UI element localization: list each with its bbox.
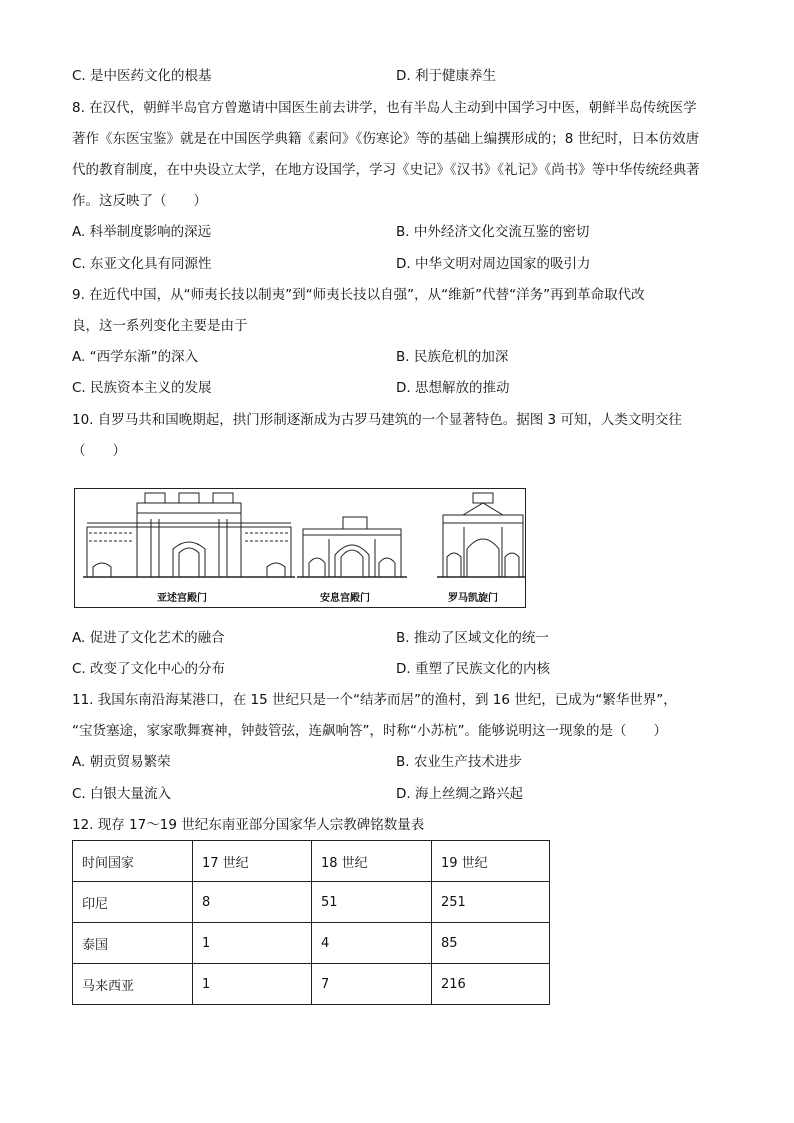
q8-option-d: D. 中华文明对周边国家的吸引力	[396, 256, 591, 272]
q7-option-d: D. 利于健康养生	[396, 68, 496, 84]
table-header-cell: 17 世纪	[193, 841, 312, 882]
q8-option-a: A. 科举制度影响的深远	[72, 224, 212, 240]
q8-option-c: C. 东亚文化具有同源性	[72, 256, 212, 272]
q9-stem-line-1: 9. 在近代中国，从“师夷长技以制夷”到“师夷长技以自强”，从“维新”代替“洋务”再到革命取代改	[72, 287, 645, 303]
table-cell: 1	[193, 923, 312, 964]
table-cell: 51	[312, 882, 432, 923]
figure-3-arch-gates	[74, 488, 526, 608]
table-row	[73, 923, 550, 964]
q8-stem-line-1: 8. 在汉代，朝鲜半岛官方曾邀请中国医生前去讲学，也有半岛人主动到中国学习中医，朝鲜半岛传统医学	[72, 100, 697, 116]
caption-assyrian-gate: 亚述宫殿门	[157, 593, 207, 604]
table-header-cell: 18 世纪	[312, 841, 432, 882]
table-row	[73, 882, 550, 923]
assyrian-gate-drawing	[83, 493, 295, 577]
q8-stem-line-4: 作。这反映了（ ）	[72, 193, 207, 209]
table-cell: 216	[432, 964, 550, 1005]
q11-option-b: B. 农业生产技术进步	[396, 754, 522, 770]
table-cell: 泰国	[73, 923, 193, 964]
q11-option-a: A. 朝贡贸易繁荣	[72, 754, 171, 770]
q7-option-c: C. 是中医药文化的根基	[72, 68, 212, 84]
q10-option-a: A. 促进了文化艺术的融合	[72, 630, 225, 646]
table-cell: 4	[312, 923, 432, 964]
q9-option-d: D. 思想解放的推动	[396, 380, 510, 396]
q12-title: 12. 现存 17～19 世纪东南亚部分国家华人宗教碑铭数量表	[72, 817, 425, 833]
table-cell: 1	[193, 964, 312, 1005]
caption-parthian-gate: 安息宫殿门	[320, 593, 370, 604]
q11-option-c: C. 白银大量流入	[72, 786, 172, 802]
roman-arch-drawing	[437, 493, 525, 577]
q9-option-b: B. 民族危机的加深	[396, 349, 509, 365]
q8-stem-line-2: 著作《东医宝鉴》就是在中国医学典籍《素问》《伤寒论》等的基础上编撰形成的；8 世纪时，日本仿效唐	[72, 131, 700, 147]
table-cell: 7	[312, 964, 432, 1005]
q10-stem-line-2: （ ）	[72, 443, 126, 459]
q8-stem-line-3: 代的教育制度，在中央设立太学，在地方设国学，学习《史记》《汉书》《礼记》《尚书》等中华传统经典著	[72, 162, 700, 178]
q9-option-a: A. “西学东渐”的深入	[72, 349, 199, 365]
caption-roman-arch: 罗马凯旋门	[448, 593, 498, 604]
q9-option-c: C. 民族资本主义的发展	[72, 380, 212, 396]
q11-option-d: D. 海上丝绸之路兴起	[396, 786, 523, 802]
table-header-row	[73, 841, 550, 882]
q10-option-b: B. 推动了区域文化的统一	[396, 630, 549, 646]
table-cell: 85	[432, 923, 550, 964]
q9-stem-line-2: 良，这一系列变化主要是由于	[72, 318, 248, 334]
table-row	[73, 964, 550, 1005]
q10-option-d: D. 重塑了民族文化的内核	[396, 661, 550, 677]
table-header-cell: 19 世纪	[432, 841, 550, 882]
q11-stem-line-2: “宝货塞途，家家歌舞赛神，钟鼓管弦，连飙响答”，时称“小苏杭”。能够说明这一现象的是（ ）	[72, 723, 667, 739]
table-header-cell: 时间国家	[73, 841, 193, 882]
q10-stem-line-1: 10. 自罗马共和国晚期起，拱门形制逐渐成为古罗马建筑的一个显著特色。据图 3 可知，人类文明交往	[72, 412, 682, 428]
table-cell: 马来西亚	[73, 964, 193, 1005]
parthian-gate-drawing	[297, 517, 407, 577]
inscription-count-table	[72, 840, 550, 1005]
table-cell: 印尼	[73, 882, 193, 923]
q11-stem-line-1: 11. 我国东南沿海某港口，在 15 世纪只是一个“结茅而居”的渔村，到 16 世纪，已成为“繁华世界”，	[72, 692, 677, 708]
table-cell: 8	[193, 882, 312, 923]
q8-option-b: B. 中外经济文化交流互鉴的密切	[396, 224, 590, 240]
table-cell: 251	[432, 882, 550, 923]
q10-option-c: C. 改变了文化中心的分布	[72, 661, 226, 677]
